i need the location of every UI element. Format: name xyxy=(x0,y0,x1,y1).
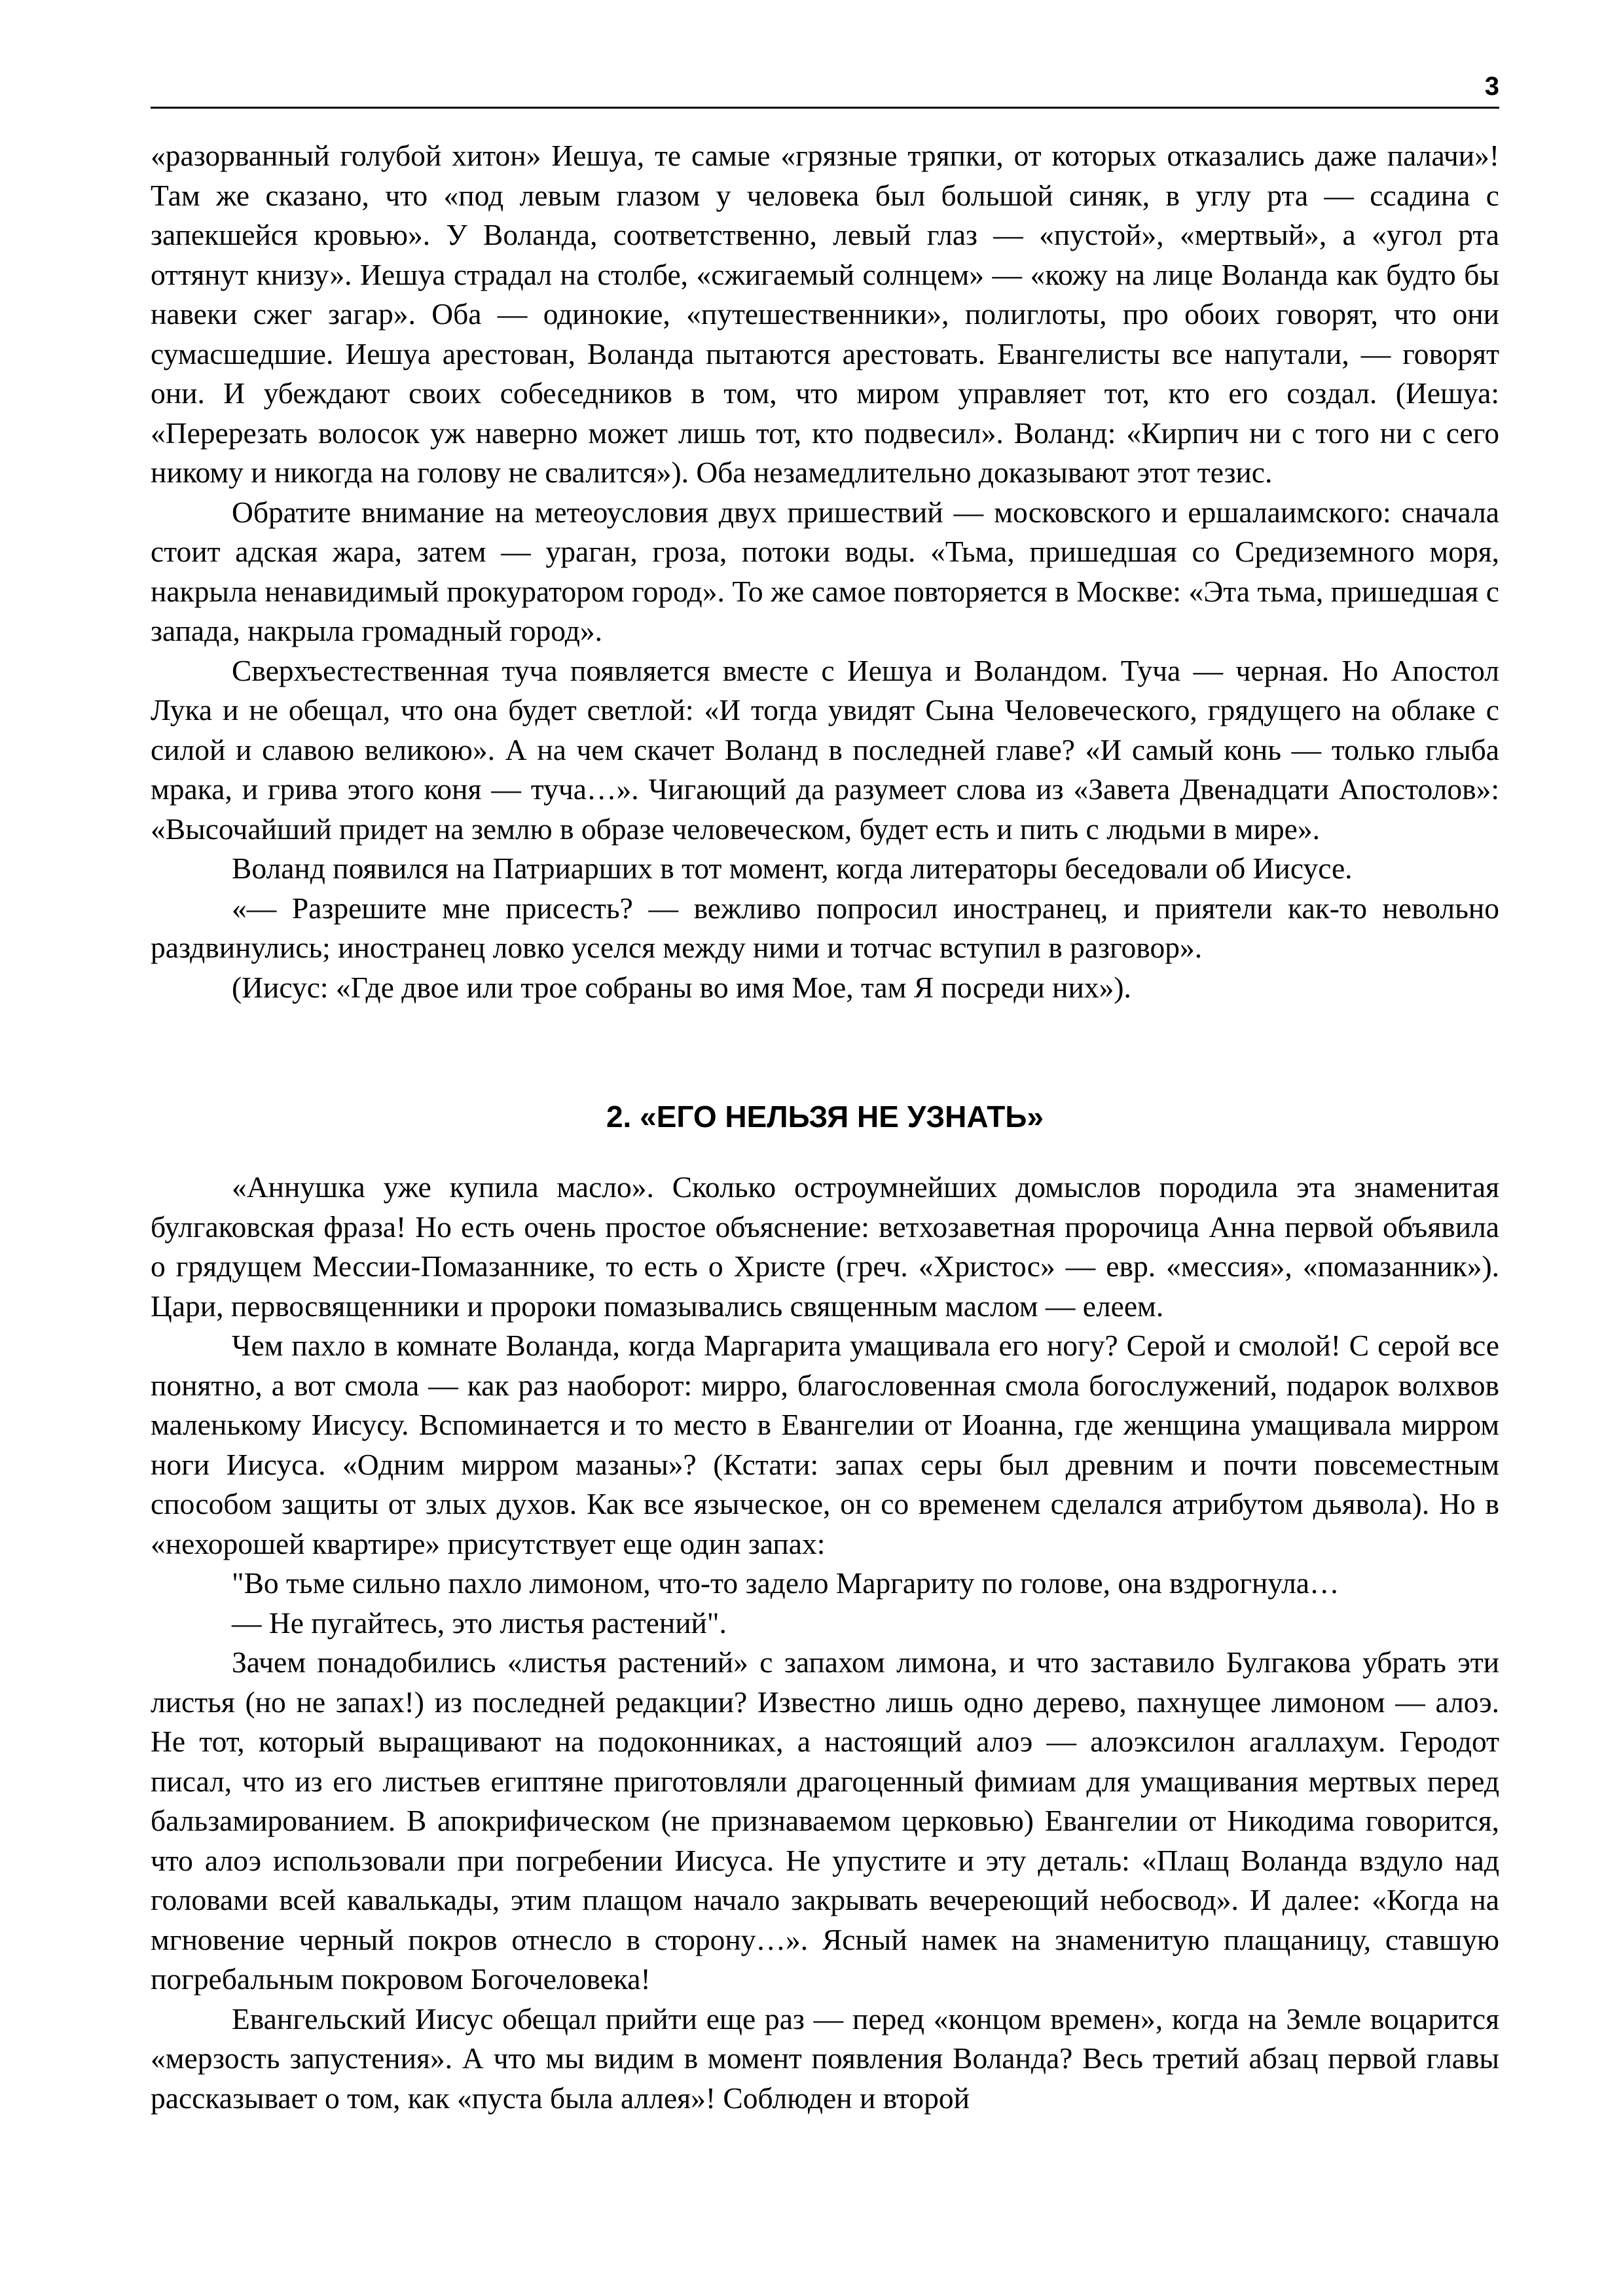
paragraph: "Во тьме сильно пахло лимоном, что-то задело Маргариту по голове, она вздрогнула… xyxy=(232,1566,1340,1600)
paragraph: Сверхъестественная туча появляется вместе с Иешуа и Воландом. Туча — черная. Но Апостол Лука и не обещал, что она будет светлой: «И тогда увидят Сына Человеческого, грядущего на облаке с силой и славою великою». А на чем скачет Воланд в последней главе? «И самый конь — только глыба мрака, и грива этого коня — туча…». Чигающий да разумеет слова из «Завета Двенадцати Апостолов»: «Высочайший придет на землю в образе человеческом, будет есть и пить с людьми в мире». xyxy=(151,653,1499,846)
paragraph: — Не пугайтесь, это листья растений". xyxy=(232,1605,727,1640)
paragraph: Евангельский Иисус обещал прийти еще раз — перед «концом времен», когда на Земле воцарится «мерзость запустения». А что мы видим в момент появления Воланда? Весь третий абзац первой главы рассказывает о том, как «пуста была аллея»! Соблюден и второй xyxy=(151,2001,1499,2115)
paragraph: «разорванный голубой хитон» Иешуа, те самые «грязные тряпки, от которых отказались даже палачи»! Там же сказано, что «под левым глазом у человека был большой синяк, в углу рта — ссадина с запекшейся кровью». У Воланда, соответственно, левый глаз — «пустой», «мертвый», а «угол рта оттянут книзу». Иешуа страдал на столбе, «сжигаемый солнцем» — «кожу на лице Воланда как будто бы навеки сжег загар». Оба — одинокие, «путешественники», полиглоты, про обоих говорят, что они сумасшедшие. Иешуа арестован, Воланда пытаются арестовать. Евангелисты все напутали, — говорят они. И убеждают своих собеседников в том, что миром управляет тот, кто его создал. (Иешуа: «Перерезать волосок уж наверно может лишь тот, кто подвесил». Воланд: «Кирпич ни с того ни с сего никому и никогда на голову не свалится»). Оба незамедлительно доказывают этот тезис. xyxy=(151,139,1499,489)
header-rule xyxy=(151,107,1499,109)
page-number: 3 xyxy=(1484,72,1499,101)
paragraph: Воланд появился на Патриарших в тот момент, когда литераторы беседовали об Иисусе. xyxy=(232,852,1353,885)
paragraph: Обратите внимание на метеоусловия двух пришествий — московского и ершалаимского: сначала стоит адская жара, затем — ураган, гроза, потоки воды. «Тьма, пришедшая со Средиземного моря, накрыла ненавидимый прокуратором город». То же самое повторяется в Москве: «Эта тьма, пришедшая с запада, накрыла громадный город». xyxy=(151,495,1499,647)
section-heading: 2. «ЕГО НЕЛЬЗЯ НЕ УЗНАТЬ» xyxy=(606,1100,1044,1134)
section-two-body xyxy=(151,1168,1499,2118)
paragraph: Чем пахло в комнате Воланда, когда Маргарита умащивала его ногу? Серой и смолой! С серой все понятно, а вот смола — как раз наоборот: мирро, благословенная смола богослужений, подарок волхвов маленькому Иисусу. Вспоминается и то место в Евангелии от Иоанна, где женщина умащивала мирром ноги Иисуса. «Одним мирром мазаны»? (Кстати: запах серы был древним и почти повсеместным способом защиты от злых духов. Как все языческое, он со временем сделался атрибутом дьявола). Но в «нехорошей квартире» присутствует еще один запах: xyxy=(151,1329,1499,1560)
paragraph: (Иисус: «Где двое или трое собраны во имя Мое, там Я посреди них»). xyxy=(232,970,1131,1004)
paragraph: «Аннушка уже купила масло». Сколько остроумнейших домыслов породила эта знаменитая булгаковская фраза! Но есть очень простое объяснение: ветхозаветная пророчица Анна первой объявила о грядущем Мессии-Помазаннике, то есть о Христе (греч. «Христос» — евр. «мессия», «помазанник»). Цари, первосвященники и пророки помазывались священным маслом — елеем. xyxy=(151,1170,1499,1323)
paragraph: «— Разрешите мне присесть? — вежливо попросил иностранец, и приятели как-то невольно раздвинулись; иностранец ловко уселся между ними и тотчас вступил в разговор». xyxy=(151,891,1499,964)
section-one-body xyxy=(151,136,1499,1007)
paragraph: Зачем понадобились «листья растений» с запахом лимона, и что заставило Булгакова убрать эти листья (но не запах!) из последней редакции? Известно лишь одно дерево, пахнущее лимоном — алоэ. Не тот, который выращивают на подоконниках, а настоящий алоэ — алоэксилон агаллахум. Геродот писал, что из его листьев египтяне приготовляли драгоценный фимиам для умащивания мертвых перед бальзамированием. В апокрифическом (не признаваемом церковью) Евангелии от Никодима говорится, что алоэ использовали при погребении Иисуса. Не упустите и эту деталь: «Плащ Воланда вздуло над головами всей кавалькады, этим плащом начало закрывать вечереющий небосвод». И далее: «Когда на мгновение черный покров отнесло в сторону…». Ясный намек на знаменитую плащаницу, ставшую погребальным покровом Богочеловека! xyxy=(151,1645,1499,1996)
